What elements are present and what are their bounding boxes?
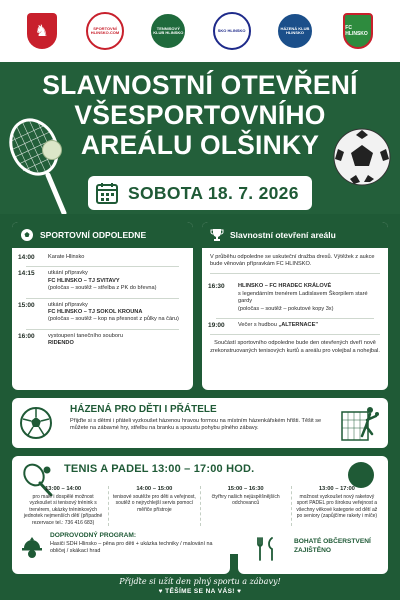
handball-ball-icon [20,407,52,439]
fc-hlinsko-logo [337,7,379,55]
open-day-note: Součástí sportovního odpoledne bude den otevřených dveří nově zrekonstruovaných tenisových kurtů a areálu pro volejbal a nohejbal. [210,340,380,354]
tennis-time: 14:00 – 15:00 [136,486,173,492]
tennis-activity: pro malé i dospělé možnost vyzkoušet si tenisový trénink s trenérem, ukázky tréninkových jednotek nejmenších dětí (případné rezervace tel.: 736 416 683) [23,494,103,526]
sportovni-hlinsko-emblem [86,12,124,50]
schedule-row [18,302,187,324]
sports-afternoon-panel [12,222,193,390]
schedule-description [48,254,84,261]
schedule-row [18,333,187,348]
schedule-description [48,333,123,348]
schedule-line: utkání přípravky [48,270,88,277]
handball-player-icon [340,404,380,444]
schedule-time: 16:30 [208,283,225,291]
tennis-padel-title: TENIS A PADEL 13:00 – 17:00 HOD. [64,463,255,475]
logo-strip [0,0,400,62]
fc-hlinsko-text: FC HLINSKO [345,25,368,37]
tennis-schedule [18,486,382,526]
schedule-time: 19:00 [208,322,225,330]
schedule-note: (poločas – soutěž – kop na přesnost z půlky na čáru) [48,316,179,323]
schedule-row [208,322,382,329]
fc-hlinsko-emblem [343,13,373,49]
tennis-time: 13:00 – 17:00 [318,486,355,492]
schedule-line: Večer s hudbou [238,322,277,329]
schedule-match: FC HLINSKO – TJ SOKOL KROUNA [48,309,143,316]
tennis-time: 13:00 – 14:00 [45,486,82,492]
hlinsko-town-logo [21,7,63,55]
schedule-description [48,302,179,324]
tennis-club-text: TENNISOVÝ KLUB HLINSKO [153,25,184,35]
refreshments-box [238,526,388,574]
firefighter-icon [20,536,44,560]
grand-opening-schedule [202,277,388,329]
schedule-performer: RIDENDO [48,340,74,347]
schedule-description [238,322,318,329]
tennis-schedule-column [18,486,109,526]
side-program-description: Hasiči SDH Hlinsko – pěna pro děti + ukázka techniky / malování na obličej / skákací hrad [50,541,213,554]
schedule-match: HLINSKO – FC HRADEC KRÁLOVÉ [238,283,332,290]
handball-panel [12,398,388,448]
tennis-club-small-logo [348,462,374,488]
handball-club-logo [274,7,316,55]
page-title [40,70,360,160]
schedule-description [48,270,157,292]
tennis-activity: čtyřhry našich nejúspěšnějších odchovanců [211,494,280,507]
auction-note: V průběhu odpoledne se uskuteční dražba dresů. Výtěžek z aukce bude věnován přípravkám FC HLINSKO. [210,254,375,268]
footer-message: ♥ TĚŠÍME SE NA VÁS! ♥ [158,588,242,595]
handball-club-emblem [276,12,314,50]
grand-opening-header [202,222,388,248]
schedule-note: (poločas – soutěž – střelba z PK do břevna) [48,285,157,292]
handball-club-text: HÁZENÁ KLUB HLINSKO [280,25,310,35]
tennis-activity: možnost vyzkoušet nový raketový sport PADEL pro širokou veřejnost a všechny věkové kategorie od dětí až po seniory (zapůjčíme rakety i míče) [296,494,378,520]
side-program-box [12,526,230,574]
tennis-club-emblem [149,12,187,50]
football-icon [332,127,392,187]
schedule-time: 14:15 [18,270,35,278]
football-icon [20,228,34,242]
calendar-icon [96,182,118,204]
divider [26,266,179,267]
schedule-note: (poločas – soutěž – pokutové kopy 3x) [238,305,334,312]
schedule-row [18,254,187,261]
handball-description: Přijďte si s dětmi i přáteli vyzkoušet házenou hravou formou na místním házenkářském hřišti. Těšit se můžete na zábavné hry, střelbu na branku a spoustu pohybu plného zábavy. [70,418,322,432]
sko-hlinsko-emblem [213,12,251,50]
schedule-time: 16:00 [18,332,35,340]
schedule-time: 14:00 [18,254,35,261]
tennis-schedule-column [109,486,200,526]
schedule-description [238,283,382,313]
schedule-match: FC HLINSKO – TJ SVITAVY [48,277,120,284]
tennis-time: 15:00 – 16:30 [227,486,264,492]
horse-crest-icon: ♞ [27,13,57,49]
schedule-line: utkání přípravky [48,301,88,308]
schedule-row [18,270,187,292]
schedule-line: Karate Hlinsko [48,254,85,260]
event-date: SOBOTA 18. 7. 2026 [128,182,299,203]
tennis-activity: tenisové soutěže pro děti a veřejnost, soutěž o nejrychlejší servis pomocí měřiče přístroje [112,494,196,513]
side-program-title: DOPROVODNÝ PROGRAM: [50,532,137,539]
slogan: Přijďte si užít den plný sportu a zábavy! [119,577,281,586]
grand-opening-heading: Slavnostní otevření areálu [230,230,336,240]
divider [210,334,380,335]
tennis-schedule-column [201,486,292,526]
divider [210,273,380,274]
schedule-line: s legendárním trenérem Ladislavem Škorpilem staré gardy [238,290,368,305]
tennis-club-logo [147,7,189,55]
divider [26,329,179,330]
sports-afternoon-schedule [12,248,193,348]
divider [216,318,374,319]
hero-section [0,62,400,214]
tennis-schedule-column [292,486,382,526]
title-line-1: SLAVNOSTNÍ OTEVŘENÍ [42,70,358,100]
sko-hlinsko-text: SKO HLINSKO [217,27,246,33]
schedule-line: vystoupení tanečního souboru [48,332,123,339]
sportovni-hlinsko-text: SPORTOVNÍ HLINSKO.COM [90,25,120,35]
sportovni-hlinsko-logo [84,7,126,55]
handball-title: HÁZENÁ PRO DĚTI I PŘÁTELE [70,404,217,415]
schedule-time: 15:00 [18,301,35,309]
trophy-icon [210,228,224,242]
sko-hlinsko-logo [211,7,253,55]
title-line-3: AREÁLU OLŠINKY [80,130,320,160]
sports-afternoon-heading: SPORTOVNÍ ODPOLEDNE [40,230,147,240]
divider [26,298,179,299]
refreshments-text: BOHATÉ OBČERSTVENÍ ZAJIŠTĚNO [294,538,371,554]
schedule-row [208,283,382,313]
sports-afternoon-header [12,222,193,248]
cutlery-icon [256,537,278,561]
grand-opening-panel [202,222,388,390]
event-date-badge [88,176,312,210]
band-name: „ALTERNACE" [278,322,318,329]
title-line-2: VŠESPORTOVNÍHO [74,100,326,130]
